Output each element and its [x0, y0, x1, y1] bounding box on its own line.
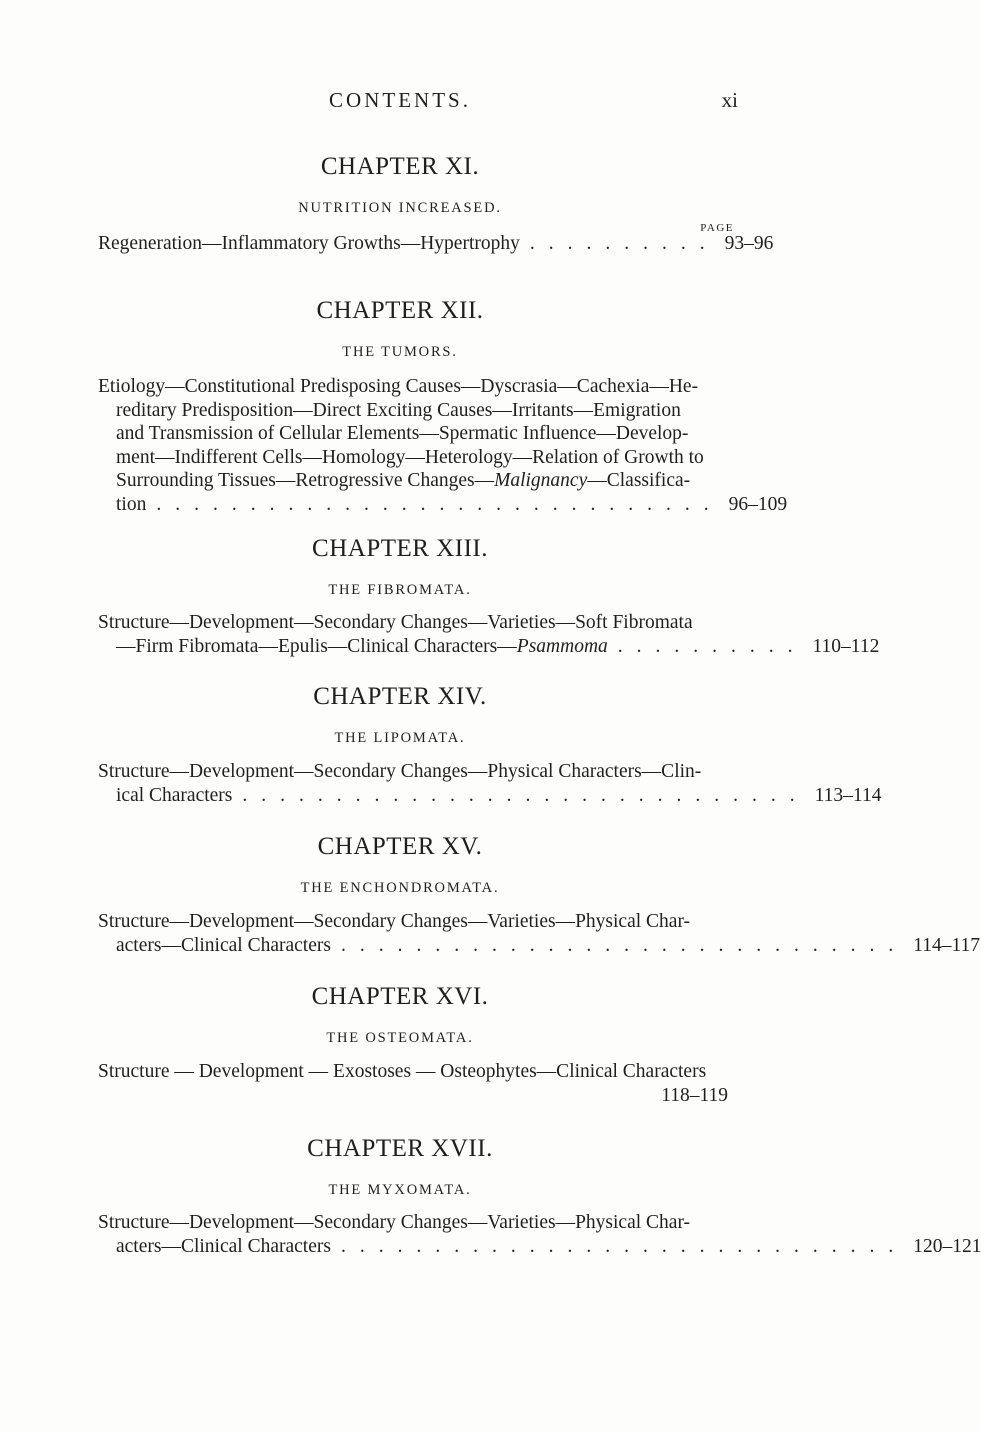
chapter-title: CHAPTER XVI.: [311, 983, 489, 1010]
chapter-subtitle: NUTRITION INCREASED.: [298, 200, 502, 216]
chapter-xiv-entry: [98, 760, 882, 807]
chapter-xvii: [0, 1132, 800, 1200]
entry-pages: 96–109: [728, 493, 788, 515]
chapter-subtitle: THE TUMORS.: [342, 344, 458, 360]
chapter-title: CHAPTER XV.: [317, 833, 483, 860]
dot-leaders: ..............................: [242, 784, 809, 806]
dot-leaders: ..........: [529, 233, 719, 254]
entry-text: Structure—Development—Secondary Changes—Varieties—Physical Char-: [98, 911, 691, 932]
chapter-xii: [0, 294, 800, 362]
dot-leaders: ..............................: [340, 1235, 908, 1257]
chapter-subtitle: THE LIPOMATA.: [334, 730, 466, 746]
page-column-label: PAGE: [700, 222, 734, 234]
chapter-xvi: [0, 980, 800, 1048]
chapter-title: CHAPTER XVII.: [307, 1135, 493, 1162]
entry-text: acters—Clinical Characters: [116, 1235, 331, 1257]
entry-text: Regeneration—Inflammatory Growths—Hypertrophy: [98, 233, 520, 254]
chapter-title: CHAPTER XIV.: [313, 683, 487, 710]
running-head-title: CONTENTS.: [329, 88, 471, 112]
entry-pages: 113–114: [814, 784, 882, 806]
chapter-xv-entry: [98, 910, 981, 957]
chapter-subtitle: THE ENCHONDROMATA.: [300, 880, 500, 896]
entry-text: Structure — Development — Exostoses — Osteophytes—Clinical Characters: [98, 1061, 707, 1082]
entry-text: Surrounding Tissues—Retrogressive Changes—: [116, 470, 495, 491]
chapter-xiii-entry: [98, 611, 880, 658]
entry-pages: 118–119: [661, 1084, 728, 1106]
dot-leaders: ..............................: [340, 934, 908, 956]
entry-pages: 110–112: [812, 635, 880, 657]
chapter-title: CHAPTER XII.: [316, 297, 484, 324]
entry-text: Structure—Development—Secondary Changes—Physical Characters—Clin-: [98, 761, 702, 782]
chapter-xvi-entry: [98, 1060, 738, 1107]
entry-text: and Transmission of Cellular Elements—Spermatic Influence—Develop-: [116, 423, 689, 444]
entry-text: —Classifica-: [587, 470, 691, 491]
entry-text: ical Characters: [116, 784, 233, 806]
entry-text-italic: Malignancy: [494, 470, 588, 491]
chapter-xvii-entry: [98, 1211, 981, 1258]
chapter-xi: [0, 150, 800, 218]
chapter-xiii: [0, 532, 800, 600]
chapter-xiv: [0, 680, 800, 748]
running-head: [0, 88, 800, 118]
entry-text: Etiology—Constitutional Predisposing Causes—Dyscrasia—Cachexia—He-: [98, 376, 699, 397]
entry-text: Structure—Development—Secondary Changes—Varieties—Soft Fibromata: [98, 612, 693, 633]
entry-text: reditary Predisposition—Direct Exciting Causes—Irritants—Emigration: [116, 399, 681, 421]
dot-leaders: ..........: [617, 635, 807, 657]
chapter-title: CHAPTER XIII.: [312, 535, 488, 562]
chapter-subtitle: THE FIBROMATA.: [328, 582, 472, 598]
entry-text: —Firm Fibromata—Epulis—Clinical Characters—: [116, 635, 517, 657]
dot-leaders: ..............................: [156, 493, 723, 515]
entry-pages: 114–117: [913, 934, 981, 956]
entry-text: ment—Indifferent Cells—Homology—Heterology—Relation of Growth to: [116, 446, 704, 468]
entry-pages: 120–121: [913, 1235, 981, 1257]
chapter-subtitle: THE OSTEOMATA.: [326, 1030, 474, 1046]
entry-text: Structure—Development—Secondary Changes—Varieties—Physical Char-: [98, 1212, 691, 1233]
entry-text-italic: Psammoma: [516, 635, 608, 657]
page-folio: xi: [721, 88, 738, 112]
chapter-title: CHAPTER XI.: [320, 153, 480, 180]
entry-pages: 93–96: [724, 233, 774, 254]
chapter-xi-entry: [98, 232, 774, 256]
chapter-xv: [0, 830, 800, 898]
chapter-subtitle: THE MYXOMATA.: [328, 1182, 472, 1198]
entry-text: acters—Clinical Characters: [116, 934, 331, 956]
chapter-xii-entry: [98, 375, 788, 516]
entry-text: tion: [116, 493, 147, 515]
